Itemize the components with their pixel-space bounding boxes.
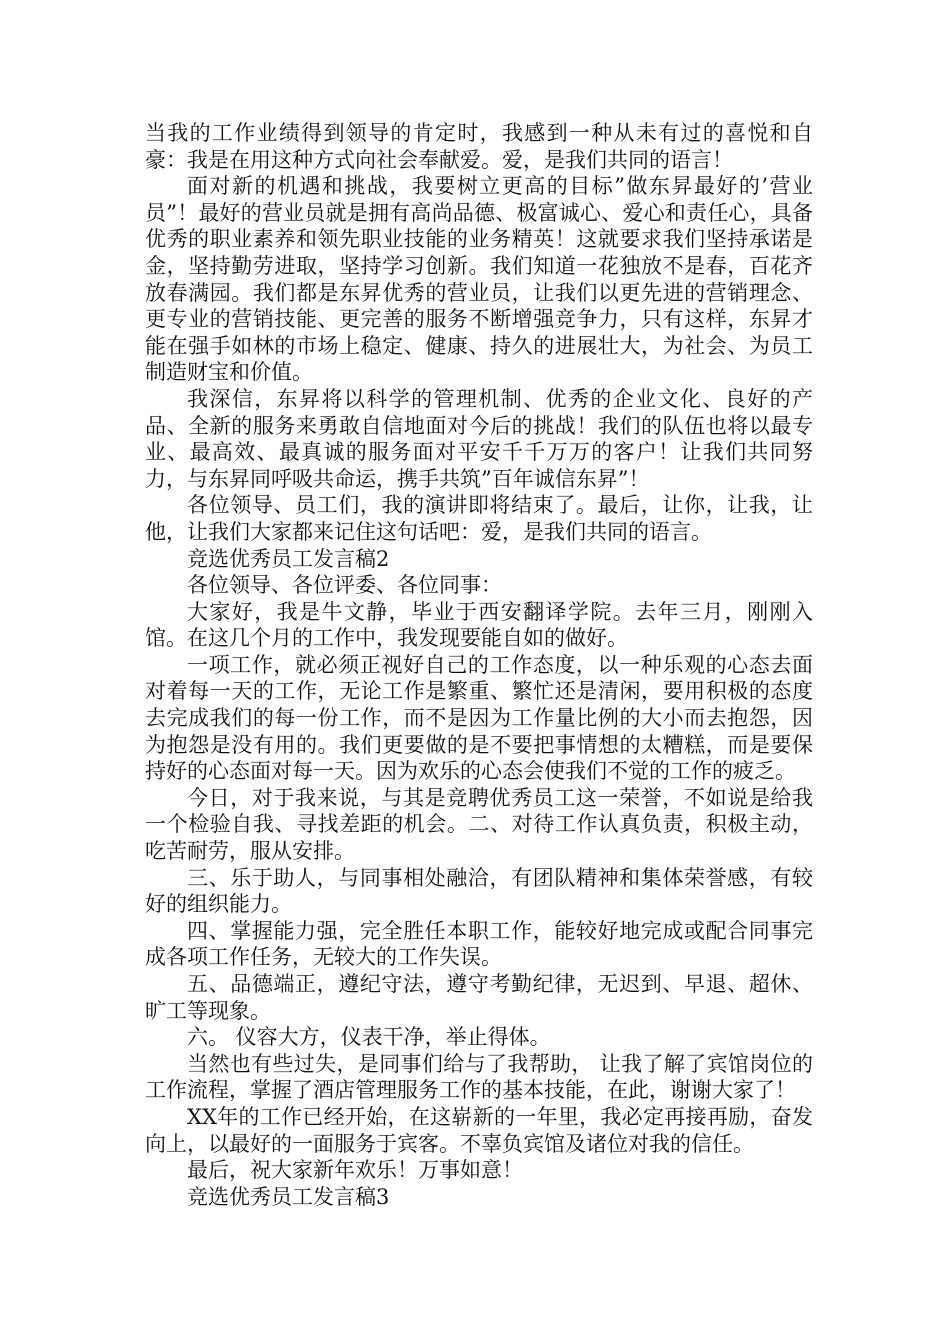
paragraph-7: 今日，对于我来说，与其是竞聘优秀员工这一荣誉，不如说是给我一个检验自我、寻找差距的机会。二、对待工作认真负责，积极主动，吃苦耐劳，服从安排。: [145, 785, 813, 864]
paragraph-10: 五、品德端正，遵纪守法，遵守考勤纪律，无迟到、早退、超休、旷工等现象。: [145, 972, 813, 1023]
paragraph-3: 我深信，东昇将以科学的管理机制、优秀的企业文化、良好的产品、全新的服务来勇敢自信地面对今后的挑战！我们的队伍也将以最专业、最高效、最真诚的服务面对平安千千万万的客户！让我们共同努力，与东昇同呼吸共命运，携手共筑”百年诚信东昇”！: [145, 386, 813, 491]
paragraph-4: 各位领导、员工们，我的演讲即将结束了。最后，让你，让我，让他，让我们大家都来记住这句话吧：爱，是我们共同的语言。: [145, 493, 813, 544]
paragraph-2: 面对新的机遇和挑战，我要树立更高的目标”做东昇最好的’营业员”！最好的营业员就是拥有高尚品德、极富诚心、爱心和责任心，具备优秀的职业素养和领先职业技能的业务精英！这就要求我们坚持承诺是金，坚持勤劳进取，坚持学习创新。我们知道一花独放不是春，百花齐放春满园。我们都是东昇优秀的营业员，让我们以更先进的营销理念、更专业的营销技能、更完善的服务不断增强竞争力，只有这样，东昇才能在强手如林的市场上稳定、健康、持久的进展壮大，为社会、为员工制造财宝和价值。: [145, 174, 813, 385]
salutation: 各位领导、各位评委、各位同事：: [187, 573, 502, 598]
paragraph-6: 一项工作，就必须正视好自己的工作态度，以一种乐观的心态去面对着每一天的工作，无论工作是繁重、繁忙还是清闲，要用积极的态度去完成我们的每一份工作，而不是因为工作量比例的大小而去抱怨，因为抱怨是没有用的。我们更要做的是不要把事情想的太糟糕，而是要保持好的心态面对每一天。因为欢乐的心态会使我们不觉的工作的疲乏。: [145, 652, 813, 784]
paragraph-9: 四、掌握能力强，完全胜任本职工作，能较好地完成或配合同事完成各项工作任务，无较大的工作失误。: [145, 918, 813, 970]
paragraph-13: XX年的工作已经开始，在这崭新的一年里，我必定再接再励，奋发向上，以最好的一面服务于宾客。不辜负宾馆及诸位对我的信任。: [145, 1104, 813, 1156]
paragraph-5: 大家好，我是牛文静，毕业于西安翻译学院。去年三月，刚刚入馆。在这几个月的工作中，我发现要能自如的做好。: [145, 599, 813, 651]
paragraph-1: 当我的工作业绩得到领导的肯定时，我感到一种从未有过的喜悦和自豪：我是在用这种方式向社会奉献爱。爱，是我们共同的语言！: [145, 121, 813, 172]
document-page: [145, 120, 813, 1210]
paragraph-12: 当然也有些过失，是同事们给与了我帮助， 让我了解了宾馆岗位的工作流程，掌握了酒店管理服务工作的基本技能，在此，谢谢大家了！: [145, 1051, 813, 1103]
closing-wish: 最后，祝大家新年欢乐！万事如意！: [187, 1158, 523, 1183]
section-heading-3: 竞选优秀员工发言稿3: [187, 1184, 390, 1209]
paragraph-11: 六。 仪容大方，仪表干净，举止得体。: [187, 1025, 551, 1050]
section-heading-2: 竞选优秀员工发言稿2: [187, 546, 390, 571]
paragraph-8: 三、乐于助人，与同事相处融洽，有团队精神和集体荣誉感，有较好的组织能力。: [145, 865, 813, 917]
